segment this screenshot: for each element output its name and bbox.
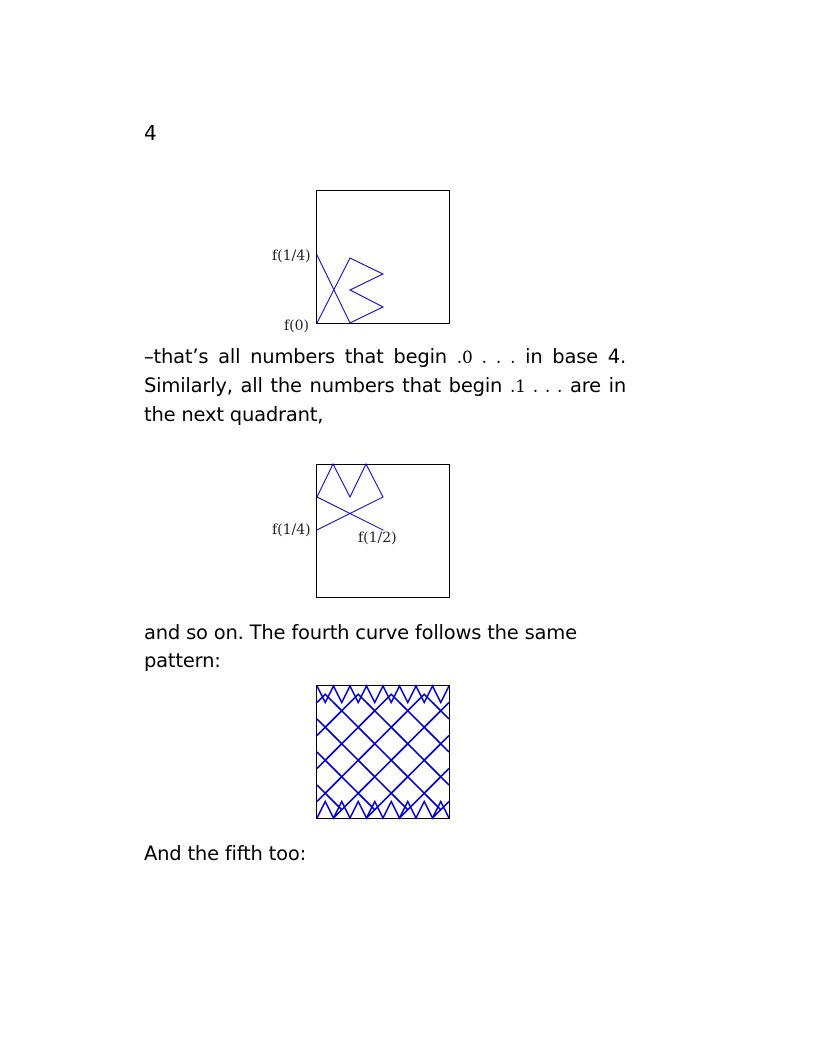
curve-zigzag-band [317, 793, 449, 810]
text-run: are in the next quadrant, [144, 374, 627, 426]
curve-zigzag-band [317, 777, 449, 794]
page-number: 4 [144, 121, 157, 145]
paragraph-fourth-curve: and so on. The fourth curve follows the same pattern: [144, 621, 577, 672]
label-f-half: f(1/2) [358, 530, 397, 546]
paragraph-quadrant-intro [144, 343, 626, 429]
math-expression: .1 . . . [509, 377, 563, 397]
figure-frame [317, 191, 450, 324]
curve-zigzag-band [317, 711, 449, 728]
math-expression: .0 . . . [456, 348, 516, 368]
curve-zigzag-band [317, 744, 449, 761]
paragraph-fifth-curve: And the fifth too: [144, 842, 306, 865]
curve-zigzag-band [317, 694, 449, 711]
label-f-quarter: f(1/4) [272, 522, 311, 538]
curve-vertical-band [325, 703, 342, 819]
curve-segment-q2 [317, 464, 383, 530]
curve-vertical-band [391, 703, 408, 819]
figure-fourth-curve [260, 680, 460, 825]
text-run: –that’s all numbers that begin [144, 345, 457, 368]
curve-vertical-band [424, 703, 441, 819]
figure-second-quadrant [260, 459, 460, 604]
curve-vertical-band [358, 703, 375, 819]
label-f-zero: f(0) [284, 318, 310, 334]
curve-zigzag-band [317, 760, 449, 777]
curve-zigzag-band [317, 727, 449, 744]
figure-first-quadrant [260, 185, 460, 334]
label-f-quarter: f(1/4) [272, 248, 311, 264]
curve-segment-q1 [317, 255, 383, 323]
text-run: in base 4. Similarly, all the numbers that begin [144, 345, 626, 397]
